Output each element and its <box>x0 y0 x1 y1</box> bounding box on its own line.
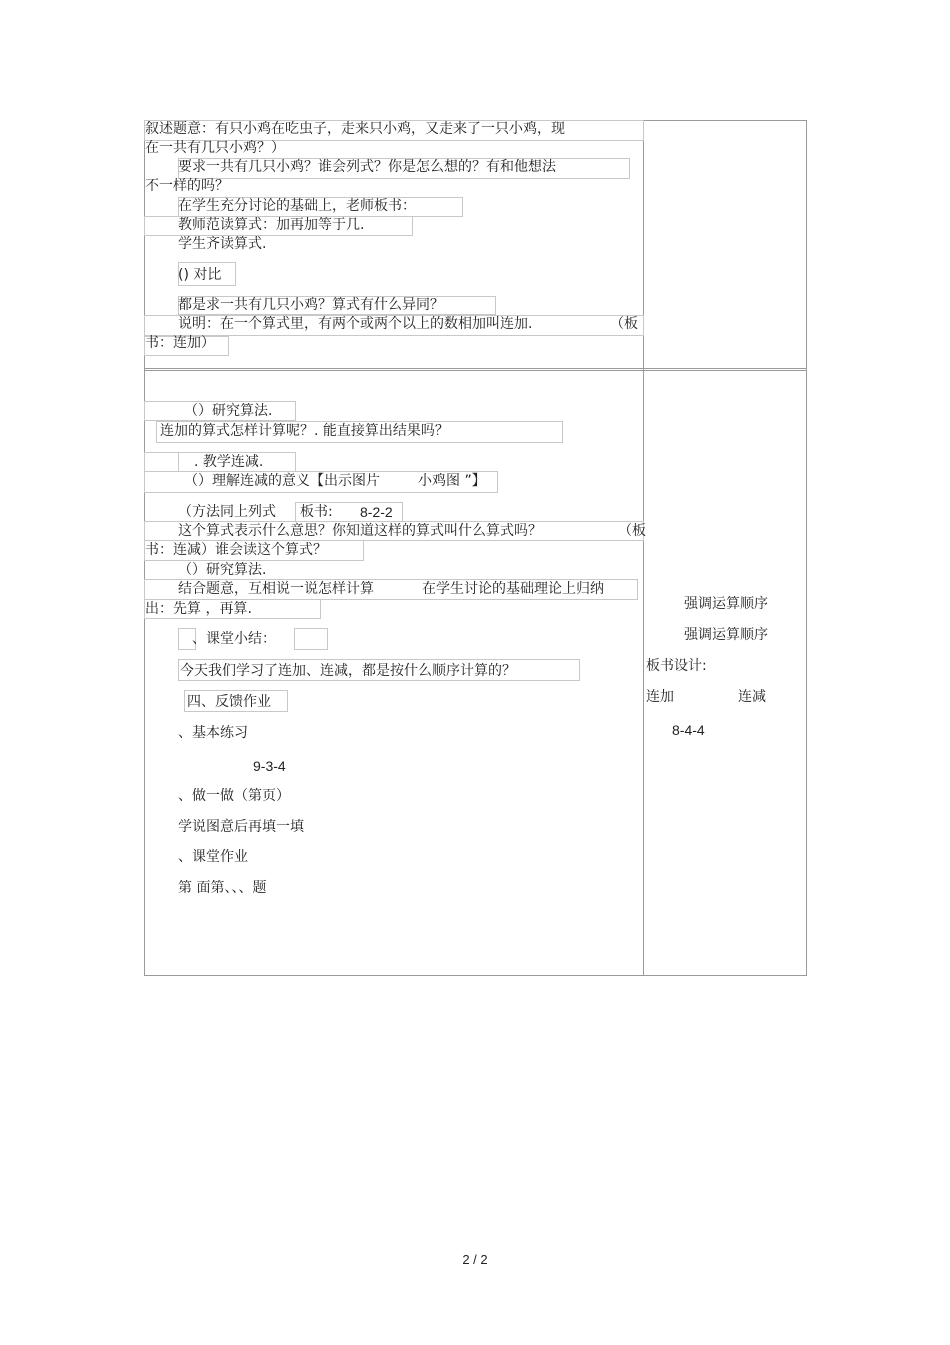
equation: 9-3-4 <box>253 758 286 774</box>
paragraph-line: 这个算式表示什么意思？你知道这样的算式叫什么算式吗？ <box>178 523 542 539</box>
equation: 8-2-2 <box>360 504 393 520</box>
paragraph-line: （方法同上列式 <box>178 504 276 520</box>
paragraph-line: 在学生充分讨论的基础上，老师板书： <box>178 198 416 214</box>
column-divider <box>643 120 644 976</box>
side-note: 强调运算顺序 <box>684 596 768 612</box>
text-box <box>144 452 179 472</box>
page-number: 2 / 2 <box>462 1252 488 1267</box>
paragraph-line: 不一样的吗？ <box>145 178 229 194</box>
paragraph-line: 学生齐读算式. <box>178 236 267 252</box>
side-note: 强调运算顺序 <box>684 627 768 643</box>
side-note: 板书设计: <box>646 658 707 674</box>
paragraph-line: 书：连加） <box>145 335 215 351</box>
paragraph-line: （）研究算法. <box>184 403 273 419</box>
paragraph-line: 在一共有几只小鸡？） <box>145 140 285 156</box>
paragraph-line: 、课堂小结： <box>192 631 276 647</box>
row-divider <box>144 370 807 371</box>
paragraph-line: （板 <box>610 316 638 332</box>
paragraph-line: 出：先算 ，再算. <box>145 601 252 617</box>
paragraph-line: 教师范读算式：加再加等于几. <box>178 217 365 233</box>
paragraph-line: （板 <box>618 523 646 539</box>
paragraph-line: 、课堂作业 <box>178 849 248 865</box>
row-divider <box>144 368 807 369</box>
paragraph-line: （）理解连减的意义【出示图片 <box>184 473 380 489</box>
paragraph-line: 学说图意后再填一填 <box>178 819 304 835</box>
paragraph-line: 、做一做（第页） <box>178 788 290 804</box>
paragraph-line: 在学生讨论的基础理论上归纳 <box>422 581 604 597</box>
paragraph-line: 都是求一共有几只小鸡？算式有什么异同？ <box>178 297 444 313</box>
paragraph-line: 、基本练习 <box>178 725 248 741</box>
paragraph-line: () 对比 <box>178 267 222 283</box>
paragraph-line: 书：连减）谁会读这个算式？ <box>145 542 327 558</box>
paragraph-line: 板书: <box>300 504 333 520</box>
text-box <box>294 628 328 650</box>
paragraph-line: 连加的算式怎样计算呢？. 能直接算出结果吗？ <box>160 423 449 439</box>
paragraph-line: （）研究算法. <box>178 562 267 578</box>
side-note: 连加 <box>646 689 674 705</box>
paragraph-line: 叙述题意：有只小鸡在吃虫子，走来只小鸡，又走来了一只小鸡，现 <box>145 121 565 137</box>
paragraph-line: 要求一共有几只小鸡？谁会列式？你是怎么想的？有和他想法 <box>178 159 556 175</box>
paragraph-line: 第 面第、、、题 <box>178 880 267 896</box>
section-heading: 四、反馈作业 <box>187 694 271 710</box>
side-equation: 8-4-4 <box>672 722 705 738</box>
paragraph-line: . 教学连减. <box>194 454 264 470</box>
paragraph-line: 说明：在一个算式里，有两个或两个以上的数相加叫连加. <box>178 316 533 332</box>
side-note: 连减 <box>738 689 766 705</box>
paragraph-line: 小鸡图 ”】 <box>418 473 486 489</box>
paragraph-line: 结合题意，互相说一说怎样计算 <box>178 581 374 597</box>
paragraph-line: 今天我们学习了连加、连减，都是按什么顺序计算的？ <box>180 663 516 679</box>
